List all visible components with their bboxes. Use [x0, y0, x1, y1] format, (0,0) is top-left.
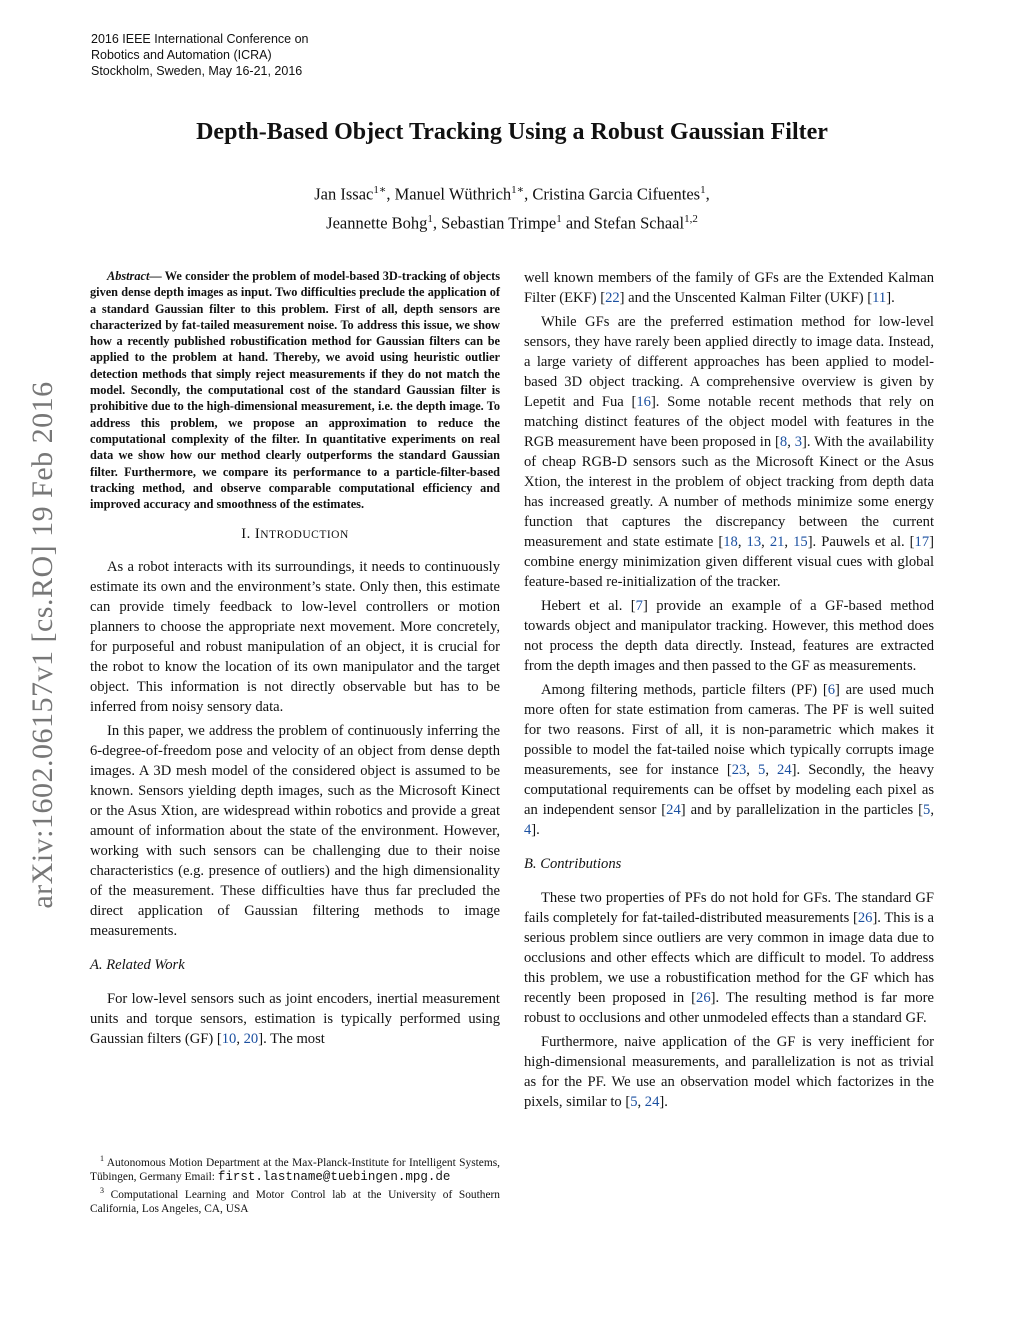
footnote-mark: 1	[100, 1154, 104, 1163]
text-run: ] combine energy minimization given different visual cues with global feature-based re-initialization of the tracker.	[524, 534, 935, 590]
citation-link[interactable]: 24	[666, 802, 681, 818]
related-work-paragraph-3	[524, 596, 934, 676]
citation-link[interactable]: 18	[723, 534, 738, 550]
citation-link[interactable]: 16	[636, 394, 651, 410]
text-run: Among filtering methods, particle filters (PF) [	[541, 682, 828, 698]
abstract	[90, 268, 500, 512]
citation-link[interactable]: 8	[779, 434, 788, 450]
text-run: ,	[765, 762, 778, 778]
related-work-paragraph-2	[524, 312, 934, 592]
text-run: well known members of the family of GFs are the Extended Kalman Filter (EKF) [	[524, 270, 934, 306]
related-work-continued	[524, 268, 934, 308]
citation-link[interactable]: 26	[857, 910, 873, 926]
citation-link[interactable]: 3	[794, 434, 803, 450]
paper-title: Depth-Based Object Tracking Using a Robust Gaussian Filter	[196, 119, 828, 145]
text-run: For low-level sensors such as joint encoders, inertial measurement units and torque sensors, estimation is typically performed using Gaussian filters (GF) [	[90, 991, 500, 1048]
citation-link[interactable]: 15	[793, 534, 808, 550]
text-run: ]. With the availability of cheap RGB-D sensors such as the Microsoft Kinect or the Asus Xtion, the interest in the problem of object tracking from depth data has increased greatly. A number of methods minimize some energy function that captures the discrepancy between the current measurement and state estimate [	[524, 434, 934, 550]
contributions-paragraph-1	[524, 888, 934, 1028]
author-name: Jeannette Bohg	[326, 213, 428, 232]
text-run: ]. Secondly, the heavy computational requirements can be offset by modeling each pixel as an independent sensor [	[524, 762, 935, 818]
citation-link[interactable]: 5	[630, 1094, 638, 1110]
author-name: , Sebastian Trimpe	[432, 213, 557, 232]
text-run: While GFs are the preferred estimation method for low-level sensors, they have rarely been applied directly to image data. Instead, a large variety of different approaches has been applied to model-based 3D object tracking. A comprehensive overview is given by Lepetit and Fua [	[524, 314, 934, 410]
footnote-2	[90, 1184, 500, 1216]
text-run: These two properties of PFs do not hold for GFs. The standard GF fails completely for fat-tailed-distributed measurements [	[524, 890, 934, 926]
footnote-text: Computational Learning and Motor Control lab at the University of Southern California, Los Angeles, CA, USA	[90, 1188, 500, 1215]
citation-link[interactable]: 20	[243, 1031, 259, 1048]
author-name: Jan Issac	[314, 184, 374, 204]
author-name: and Stefan Schaal	[561, 213, 685, 232]
citation-link[interactable]: 24	[644, 1094, 660, 1110]
affiliation-mark: 1	[427, 212, 433, 225]
citation-link[interactable]: 7	[635, 598, 643, 614]
text-run: Hebert et al. [	[541, 598, 636, 614]
text-run: ].	[886, 290, 895, 306]
citation-link[interactable]: 17	[914, 534, 930, 550]
abstract-text: — We consider the problem of model-based 3D-tracking of objects given dense depth images as input. Two difficulties preclude the application of a standard Gaussian filter to this problem. First of all, depth sensors are characterized by fat-tailed measurement noise. To address this issue, we show how a recently published robustification method for Gaussian filters can be applied to the problem at hand. Thereby, we avoid using heuristic outlier detection methods that simply reject measurements if they do not match the model. Secondly, the computational cost of the standard Gaussian filter is prohibitive due to the high-dimensional measurement, i.e. the depth image. To address this problem, we propose an approximation to reduce the computational complexity of the filter. In quantitative experiments on real data we show how our method clearly outperforms the standard Gaussian filter. Furthermore, we compare its performance to a particle-filter-based tracking method, and observe comparable computational efficiency and improved accuracy and smoothness of the estimates.	[90, 269, 500, 512]
text-run: ] are used much more often for state estimation from cameras. The PF is well suited for two reasons. First of all, it is non-parametric which makes it possible to model the fat-tailed noise which typically corrupts image measurements, see for instance [	[524, 682, 934, 778]
text-run: ,	[746, 762, 759, 778]
intro-paragraph-1: As a robot interacts with its surroundings, it needs to continuously estimate its own and the environment’s state. Only then, this estimate can provide timely feedback to low-level controllers or motion planners to choose the appropriate next movement. More concretely, for purposeful and robust manipulation of an object, it is crucial for the robot to know the location of its own manipulator and the target object. This information is not directly observable but has to be inferred from noisy sensory data.	[90, 559, 500, 716]
conference-line-2: Robotics and Automation (ICRA)	[91, 48, 272, 62]
text-run: ,	[787, 434, 795, 450]
citation-link[interactable]: 21	[769, 534, 785, 550]
right-column	[524, 268, 934, 1116]
author-list	[0, 178, 1024, 235]
related-work-paragraph	[90, 989, 500, 1049]
author-name: , Cristina Garcia Cifuentes	[524, 184, 701, 204]
citation-link[interactable]: 23	[731, 762, 747, 778]
text-run: ].	[531, 822, 540, 838]
text-run: ,	[236, 1031, 244, 1048]
affiliation-mark: 1	[700, 184, 706, 196]
text-run: ] and by parallelization in the particles [	[680, 802, 924, 818]
citation-link[interactable]: 5	[758, 762, 766, 778]
text-run: ,	[784, 534, 794, 550]
text-run: ]. Pauwels et al. [	[807, 534, 915, 550]
affiliation-mark: 1∗	[511, 184, 525, 196]
arxiv-stamp: arXiv:1602.06157v1 [cs.RO] 19 Feb 2016	[26, 381, 59, 909]
text-run: ]. The resulting method is far more robust to occlusions and other unmodeled effects than a standard GF.	[524, 990, 934, 1026]
section-number: I. I	[241, 526, 261, 543]
text-run: ,	[930, 802, 934, 818]
section-heading-introduction	[90, 524, 500, 545]
left-column	[90, 268, 500, 1053]
author-separator: ,	[705, 184, 710, 204]
subsection-heading-related-work: A. Related Work	[90, 957, 185, 974]
citation-link[interactable]: 4	[524, 822, 532, 838]
text-run: Furthermore, naive application of the GF is very inefficient for high-dimensional measurements, and parallelization is not as trivial as for the PF. We use an observation model which factorizes in the pixels, similar to [	[524, 1034, 934, 1110]
related-work-paragraph-4	[524, 680, 934, 840]
citation-link[interactable]: 13	[746, 534, 762, 550]
affiliation-mark: 1,2	[684, 212, 698, 225]
citation-link[interactable]: 11	[872, 290, 887, 306]
section-title: NTRODUCTION	[260, 529, 349, 542]
citation-link[interactable]: 5	[923, 802, 931, 818]
footnote-mark: 3	[100, 1185, 104, 1195]
conference-line-1: 2016 IEEE International Conference on	[91, 32, 309, 46]
text-run: ,	[737, 534, 747, 550]
author-name: , Manuel Wüthrich	[386, 184, 512, 204]
citation-link[interactable]: 22	[605, 290, 620, 306]
citation-link[interactable]: 26	[696, 990, 711, 1006]
citation-link[interactable]: 10	[221, 1031, 237, 1048]
footnote-text: Autonomous Motion Department at the Max-Planck-Institute for Intelligent Systems, Tübingen, Germany Email:	[90, 1156, 500, 1183]
conference-info	[91, 31, 309, 79]
citation-link[interactable]: 24	[777, 762, 792, 778]
text-run: ,	[761, 534, 770, 550]
text-run: ]. This is a serious problem since outliers are very common in image data due to occlusions and other effects which are difficult to model. To address this problem, we use a robustification method for the GF which has recently been proposed in [	[524, 910, 934, 1006]
text-run: ].	[659, 1094, 668, 1110]
text-run: ] provide an example of a GF-based method towards object and manipulator tracking. However, this method does not process the depth data directly. Instead, features are extracted from the depth images and then passed to the GF as measurements.	[524, 598, 934, 674]
affiliation-mark: 1∗	[373, 184, 387, 196]
author-line-1	[0, 178, 1024, 207]
text-run: ] and the Unscented Kalman Filter (UKF) [	[619, 290, 873, 306]
footnotes	[90, 1152, 500, 1216]
text-run: ]. The most	[258, 1031, 325, 1048]
contributions-paragraph-2	[524, 1032, 934, 1112]
author-line-2	[0, 207, 1024, 236]
intro-paragraph-2: In this paper, we address the problem of continuously inferring the 6-degree-of-freedom pose and velocity of an object from dense depth images. A 3D mesh model of the considered object is assumed to be known. Sensors yielding depth images, such as the Microsoft Kinect or the Asus Xtion, are widespread within robotics and provide a great amount of information about the state of the environment. However, working with such sensors can be challenging due to their noise characteristics (e.g. presence of outliers) and the high dimensionality of the measurement. These difficulties have thus far precluded the direct application of Gaussian filtering methods to image measurements.	[90, 723, 500, 940]
footnote-1	[90, 1152, 500, 1184]
text-run: ,	[637, 1094, 645, 1110]
citation-link[interactable]: 6	[827, 682, 836, 698]
abstract-label: Abstract	[107, 269, 150, 283]
affiliation-mark: 1	[556, 212, 562, 225]
email-address: first.lastname@tuebingen.mpg.de	[217, 1169, 451, 1184]
subsection-heading-contributions: B. Contributions	[524, 856, 622, 872]
conference-line-3: Stockholm, Sweden, May 16-21, 2016	[91, 64, 303, 78]
text-run: ]. Some notable recent methods that rely on matching distinct features of the object model with features in the RGB measurement have been proposed in [	[524, 394, 934, 450]
